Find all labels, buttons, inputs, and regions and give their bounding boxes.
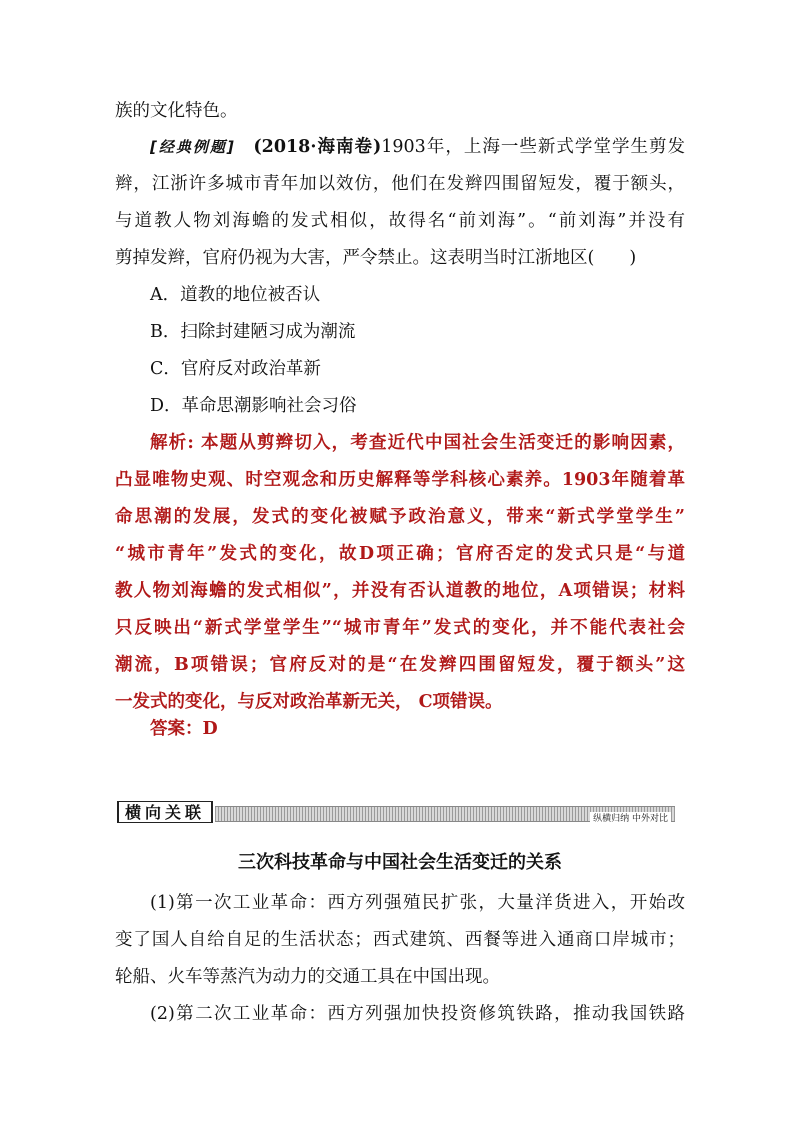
example-tag: [经典例题] bbox=[150, 138, 235, 156]
section-title: 三次科技革命与中国社会生活变迁的关系 bbox=[238, 852, 562, 873]
analysis-label: 解析 bbox=[150, 433, 188, 453]
question-line-3: 与道教人物刘海蟾的发式相似，故得名“前刘海”。“前刘海”并没有 bbox=[115, 211, 685, 231]
section-banner bbox=[117, 801, 675, 825]
answer-value: ：D bbox=[185, 719, 218, 739]
analysis-line-8: 一发式的变化，与反对政治革新无关， C项错误。 bbox=[115, 692, 503, 712]
question-line-4: 剪掉发辫，官府仍视为大害，严令禁止。这表明当时江浙地区( ) bbox=[115, 248, 637, 268]
banner-stripe bbox=[215, 806, 675, 822]
question-line-2: 辫，江浙许多城市青年加以效仿，他们在发辫四围留短发，覆于额头， bbox=[115, 174, 685, 194]
analysis-line-7: 潮流，B项错误；官府反对的是“在发辫四围留短发，覆于额头”这 bbox=[115, 655, 685, 675]
section-line-1: (1)第一次工业革命：西方列强殖民扩张，大量洋货进入，开始改 bbox=[150, 893, 685, 913]
analysis-line-6: 只反映出“新式学堂学生”“城市青年”发式的变化，并不能代表社会 bbox=[115, 618, 685, 638]
option-d: D．革命思潮影响社会习俗 bbox=[150, 396, 357, 416]
answer-label: 答案 bbox=[150, 719, 185, 739]
option-b: B．扫除封建陋习成为潮流 bbox=[150, 322, 356, 342]
option-c: C．官府反对政治革新 bbox=[150, 359, 321, 379]
analysis-colon: : bbox=[187, 433, 202, 453]
intro-tail-line: 族的文化特色。 bbox=[115, 101, 238, 121]
question-source: (2018·海南卷) bbox=[253, 137, 382, 157]
section-line-3: 轮船、火车等蒸汽为动力的交通工具在中国出现。 bbox=[115, 967, 500, 987]
analysis-line-2: 凸显唯物史观、时空观念和历史解释等学科核心素养。1903年随着革 bbox=[115, 470, 685, 490]
analysis-line-3: 命思潮的发展，发式的变化被赋予政治意义，带来“新式学堂学生” bbox=[115, 507, 685, 527]
analysis-first-line bbox=[150, 431, 685, 455]
question-line-1: 1903年，上海一些新式学堂学生剪发 bbox=[381, 137, 685, 157]
analysis-line-4: “城市青年”发式的变化，故D项正确；官府否定的发式只是“与道 bbox=[115, 544, 685, 564]
option-a: A．道教的地位被否认 bbox=[150, 285, 321, 305]
analysis-line-1: 本题从剪辫切入，考查近代中国社会生活变迁的影响因素， bbox=[201, 433, 685, 453]
section-line-2: 变了国人自给自足的生活状态；西式建筑、西餐等进入通商口岸城市； bbox=[115, 930, 685, 950]
analysis-line-5: 教人物刘海蟾的发式相似”，并没有否认道教的地位，A项错误；材料 bbox=[115, 581, 685, 601]
question-first-line bbox=[150, 135, 685, 159]
answer-line bbox=[150, 717, 218, 741]
banner-title: 横向关联 bbox=[117, 801, 213, 823]
banner-subtitle: 纵横归纳 中外对比 bbox=[590, 812, 671, 826]
section-line-4: (2)第二次工业革命：西方列强加快投资修筑铁路，推动我国铁路 bbox=[150, 1004, 685, 1024]
